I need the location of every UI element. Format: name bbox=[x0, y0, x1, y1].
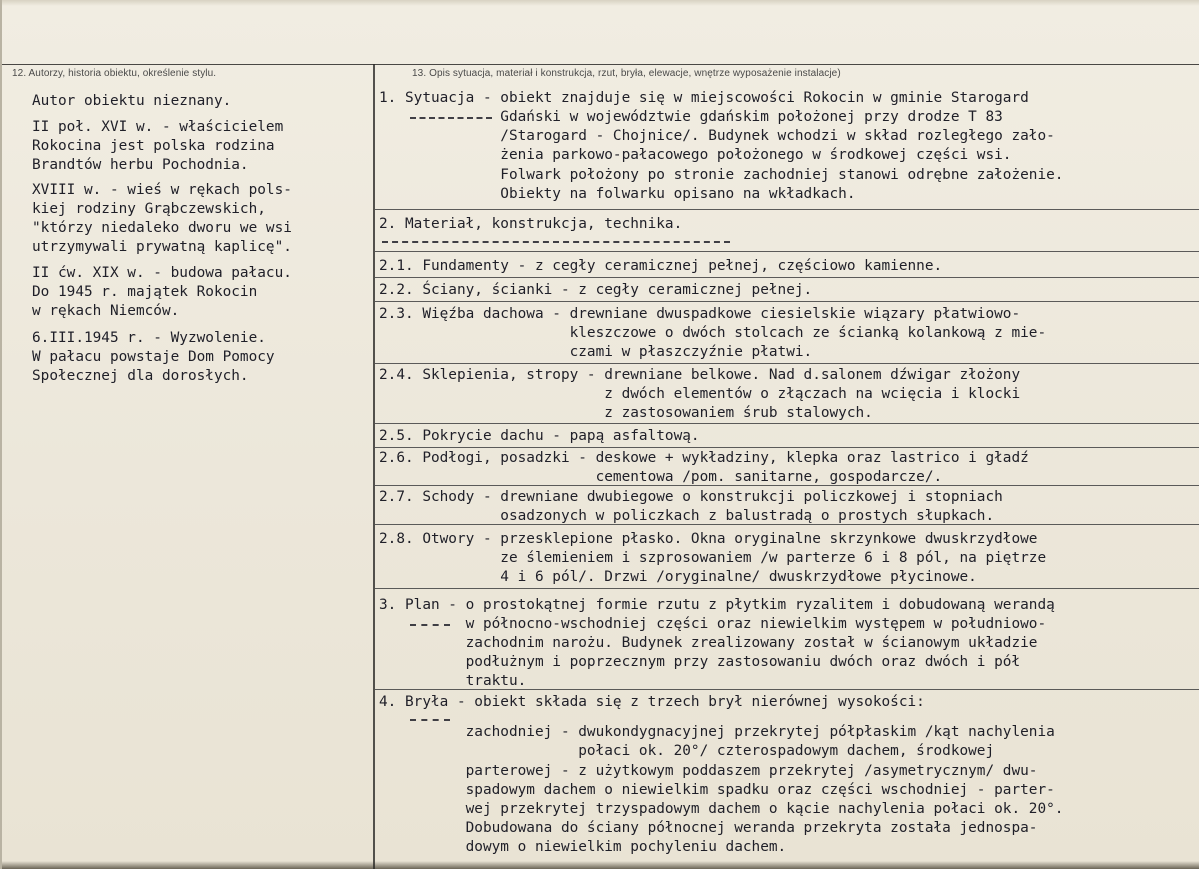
section-separator bbox=[375, 524, 1199, 525]
history-line: "którzy niedaleko dworu we wsi bbox=[32, 220, 292, 236]
history-line: W pałacu powstaje Dom Pomocy bbox=[32, 349, 275, 365]
section-plan-line: podłużnym i poprzecznym przy zastosowaniu dwóch oraz dwóch i pół bbox=[379, 654, 1021, 670]
section-situation-line: 1. Sytuacja - obiekt znajduje się w miejscowości Rokocin w gminie Starogard bbox=[379, 90, 1029, 106]
section-situation-line: żenia parkowo-pałacowego położonego w środkowej części wsi. bbox=[379, 147, 1012, 163]
section-situation-line: Obiekty na folwarku opisano na wkładkach. bbox=[379, 186, 856, 202]
section-massing-line: Dobudowana do ściany północnej weranda przekryta została jednospa- bbox=[379, 820, 1038, 836]
subsection-openings-line: 4 i 6 pól/. Drzwi /oryginalne/ dwuskrzydłowe płycinowe. bbox=[379, 569, 977, 585]
section-massing-line: spadowym dachem o niewielkim spadku oraz części wschodniej - parter- bbox=[379, 782, 1055, 798]
section-massing-line: parterowej - z użytkowym poddaszem przekrytej /asymetrycznym/ dwu- bbox=[379, 763, 1038, 779]
history-line: II ćw. XIX w. - budowa pałacu. bbox=[32, 265, 292, 281]
section-separator bbox=[375, 251, 1199, 252]
history-line: 6.III.1945 r. - Wyzwolenie. bbox=[32, 330, 266, 346]
subsection-roof-truss-line: kleszczowe o dwóch stolcach ze ścianką kolankową z mie- bbox=[379, 325, 1047, 341]
section-massing-line: zachodniej - dwukondygnacyjnej przekrytej półpłaskim /kąt nachylenia bbox=[379, 724, 1055, 740]
section-plan-line: zachodnim narożu. Budynek zrealizowany został w ścianowym układzie bbox=[379, 635, 1038, 651]
section-situation-line: Folwark położony po stronie zachodniej stanowi odrębne założenie. bbox=[379, 167, 1064, 183]
section-massing-line: dowym o niewielkim pochyleniu dachem. bbox=[379, 839, 787, 855]
material-underline bbox=[382, 241, 730, 245]
header-right-caption: 13. Opis sytuacja, materiał i konstrukcja, rzut, bryła, elewacje, wnętrze wyposażenie instalacje) bbox=[412, 68, 841, 79]
page-top-edge bbox=[2, 0, 1199, 6]
subsection-roof-truss-line: czami w płaszczyźnie płatwi. bbox=[379, 344, 813, 360]
history-line: w rękach Niemców. bbox=[32, 303, 180, 319]
section-massing-heading: 4. Bryła - obiekt składa się z trzech brył nierównej wysokości: bbox=[379, 694, 925, 710]
section-situation-line: Gdański w województwie gdańskim położonej przy drodze T 83 bbox=[379, 109, 1003, 125]
history-line: kiej rodziny Grąbczewskich, bbox=[32, 201, 266, 217]
section-plan-line: 3. Plan - o prostokątnej formie rzutu z płytkim ryzalitem i dobudowaną werandą bbox=[379, 597, 1055, 613]
subsection-stairs-line: 2.7. Schody - drewniane dwubiegowe o konstrukcji policzkowej i stopniach bbox=[379, 489, 1003, 505]
subsection-roofing: 2.5. Pokrycie dachu - papą asfaltową. bbox=[379, 428, 700, 444]
subsection-openings-line: ze ślemieniem i szprosowaniem /w parterze 6 i 8 pól, na piętrze bbox=[379, 550, 1047, 566]
subsection-ceilings-line: z zastosowaniem śrub stalowych. bbox=[379, 405, 873, 421]
section-separator bbox=[375, 689, 1199, 690]
subsection-foundations: 2.1. Fundamenty - z cegły ceramicznej pełnej, częściowo kamienne. bbox=[379, 258, 943, 274]
section-situation-line: /Starogard - Chojnice/. Budynek wchodzi w skład rozległego zało- bbox=[379, 128, 1055, 144]
subsection-roof-truss-line: 2.3. Więźba dachowa - drewniane dwuspadkowe ciesielskie wiązary płatwiowo- bbox=[379, 306, 1021, 322]
history-line: Brandtów herbu Pochodnia. bbox=[32, 157, 249, 173]
subsection-floors-line: 2.6. Podłogi, posadzki - deskowe + wykładziny, klepka oraz lastrico i gładź bbox=[379, 450, 1029, 466]
author-paragraph: Autor obiektu nieznany. bbox=[32, 93, 232, 109]
history-line: Społecznej dla dorosłych. bbox=[32, 368, 249, 384]
header-left-caption: 12. Autorzy, historia obiektu, określenie stylu. bbox=[12, 68, 217, 79]
section-separator bbox=[375, 485, 1199, 486]
page-bottom-edge bbox=[2, 861, 1199, 869]
section-separator bbox=[375, 277, 1199, 278]
section-material-heading: 2. Materiał, konstrukcja, technika. bbox=[379, 216, 683, 232]
subsection-walls: 2.2. Ściany, ścianki - z cegły ceramicznej pełnej. bbox=[379, 282, 813, 298]
history-line: II poł. XVI w. - właścicielem bbox=[32, 119, 284, 135]
section-separator bbox=[375, 209, 1199, 210]
column-divider bbox=[373, 64, 375, 869]
subsection-stairs-line: osadzonych w policzkach z balustradą o prostych słupkach. bbox=[379, 508, 995, 524]
subsection-openings-line: 2.8. Otwory - przesklepione płasko. Okna oryginalne skrzynkowe dwuskrzydłowe bbox=[379, 531, 1038, 547]
section-massing-line: połaci ok. 20°/ czterospadowym dachem, środkowej bbox=[379, 743, 995, 759]
section-massing-line: wej przekrytej trzyspadowym dachem o kącie nachylenia połaci ok. 20°. bbox=[379, 801, 1064, 817]
history-line: utrzymywali prywatną kaplicę". bbox=[32, 239, 292, 255]
section-separator bbox=[375, 363, 1199, 364]
history-line: XVIII w. - wieś w rękach pols- bbox=[32, 182, 292, 198]
subsection-ceilings-line: 2.4. Sklepienia, stropy - drewniane belkowe. Nad d.salonem dźwigar złożony bbox=[379, 367, 1021, 383]
section-separator bbox=[375, 447, 1199, 448]
history-line: Do 1945 r. majątek Rokocin bbox=[32, 284, 258, 300]
subsection-ceilings-line: z dwóch elementów o złączach na wcięcia i klocki bbox=[379, 386, 1021, 402]
section-plan-line: w północno-wschodniej części oraz niewielkim występem w południowo- bbox=[379, 616, 1047, 632]
section-plan-line: traktu. bbox=[379, 673, 527, 689]
subsection-floors-line: cementowa /pom. sanitarne, gospodarcze/. bbox=[379, 469, 943, 485]
header-rule bbox=[2, 64, 1199, 65]
section-separator bbox=[375, 423, 1199, 424]
section-separator bbox=[375, 588, 1199, 589]
history-line: Rokocina jest polska rodzina bbox=[32, 138, 275, 154]
section-separator bbox=[375, 301, 1199, 302]
